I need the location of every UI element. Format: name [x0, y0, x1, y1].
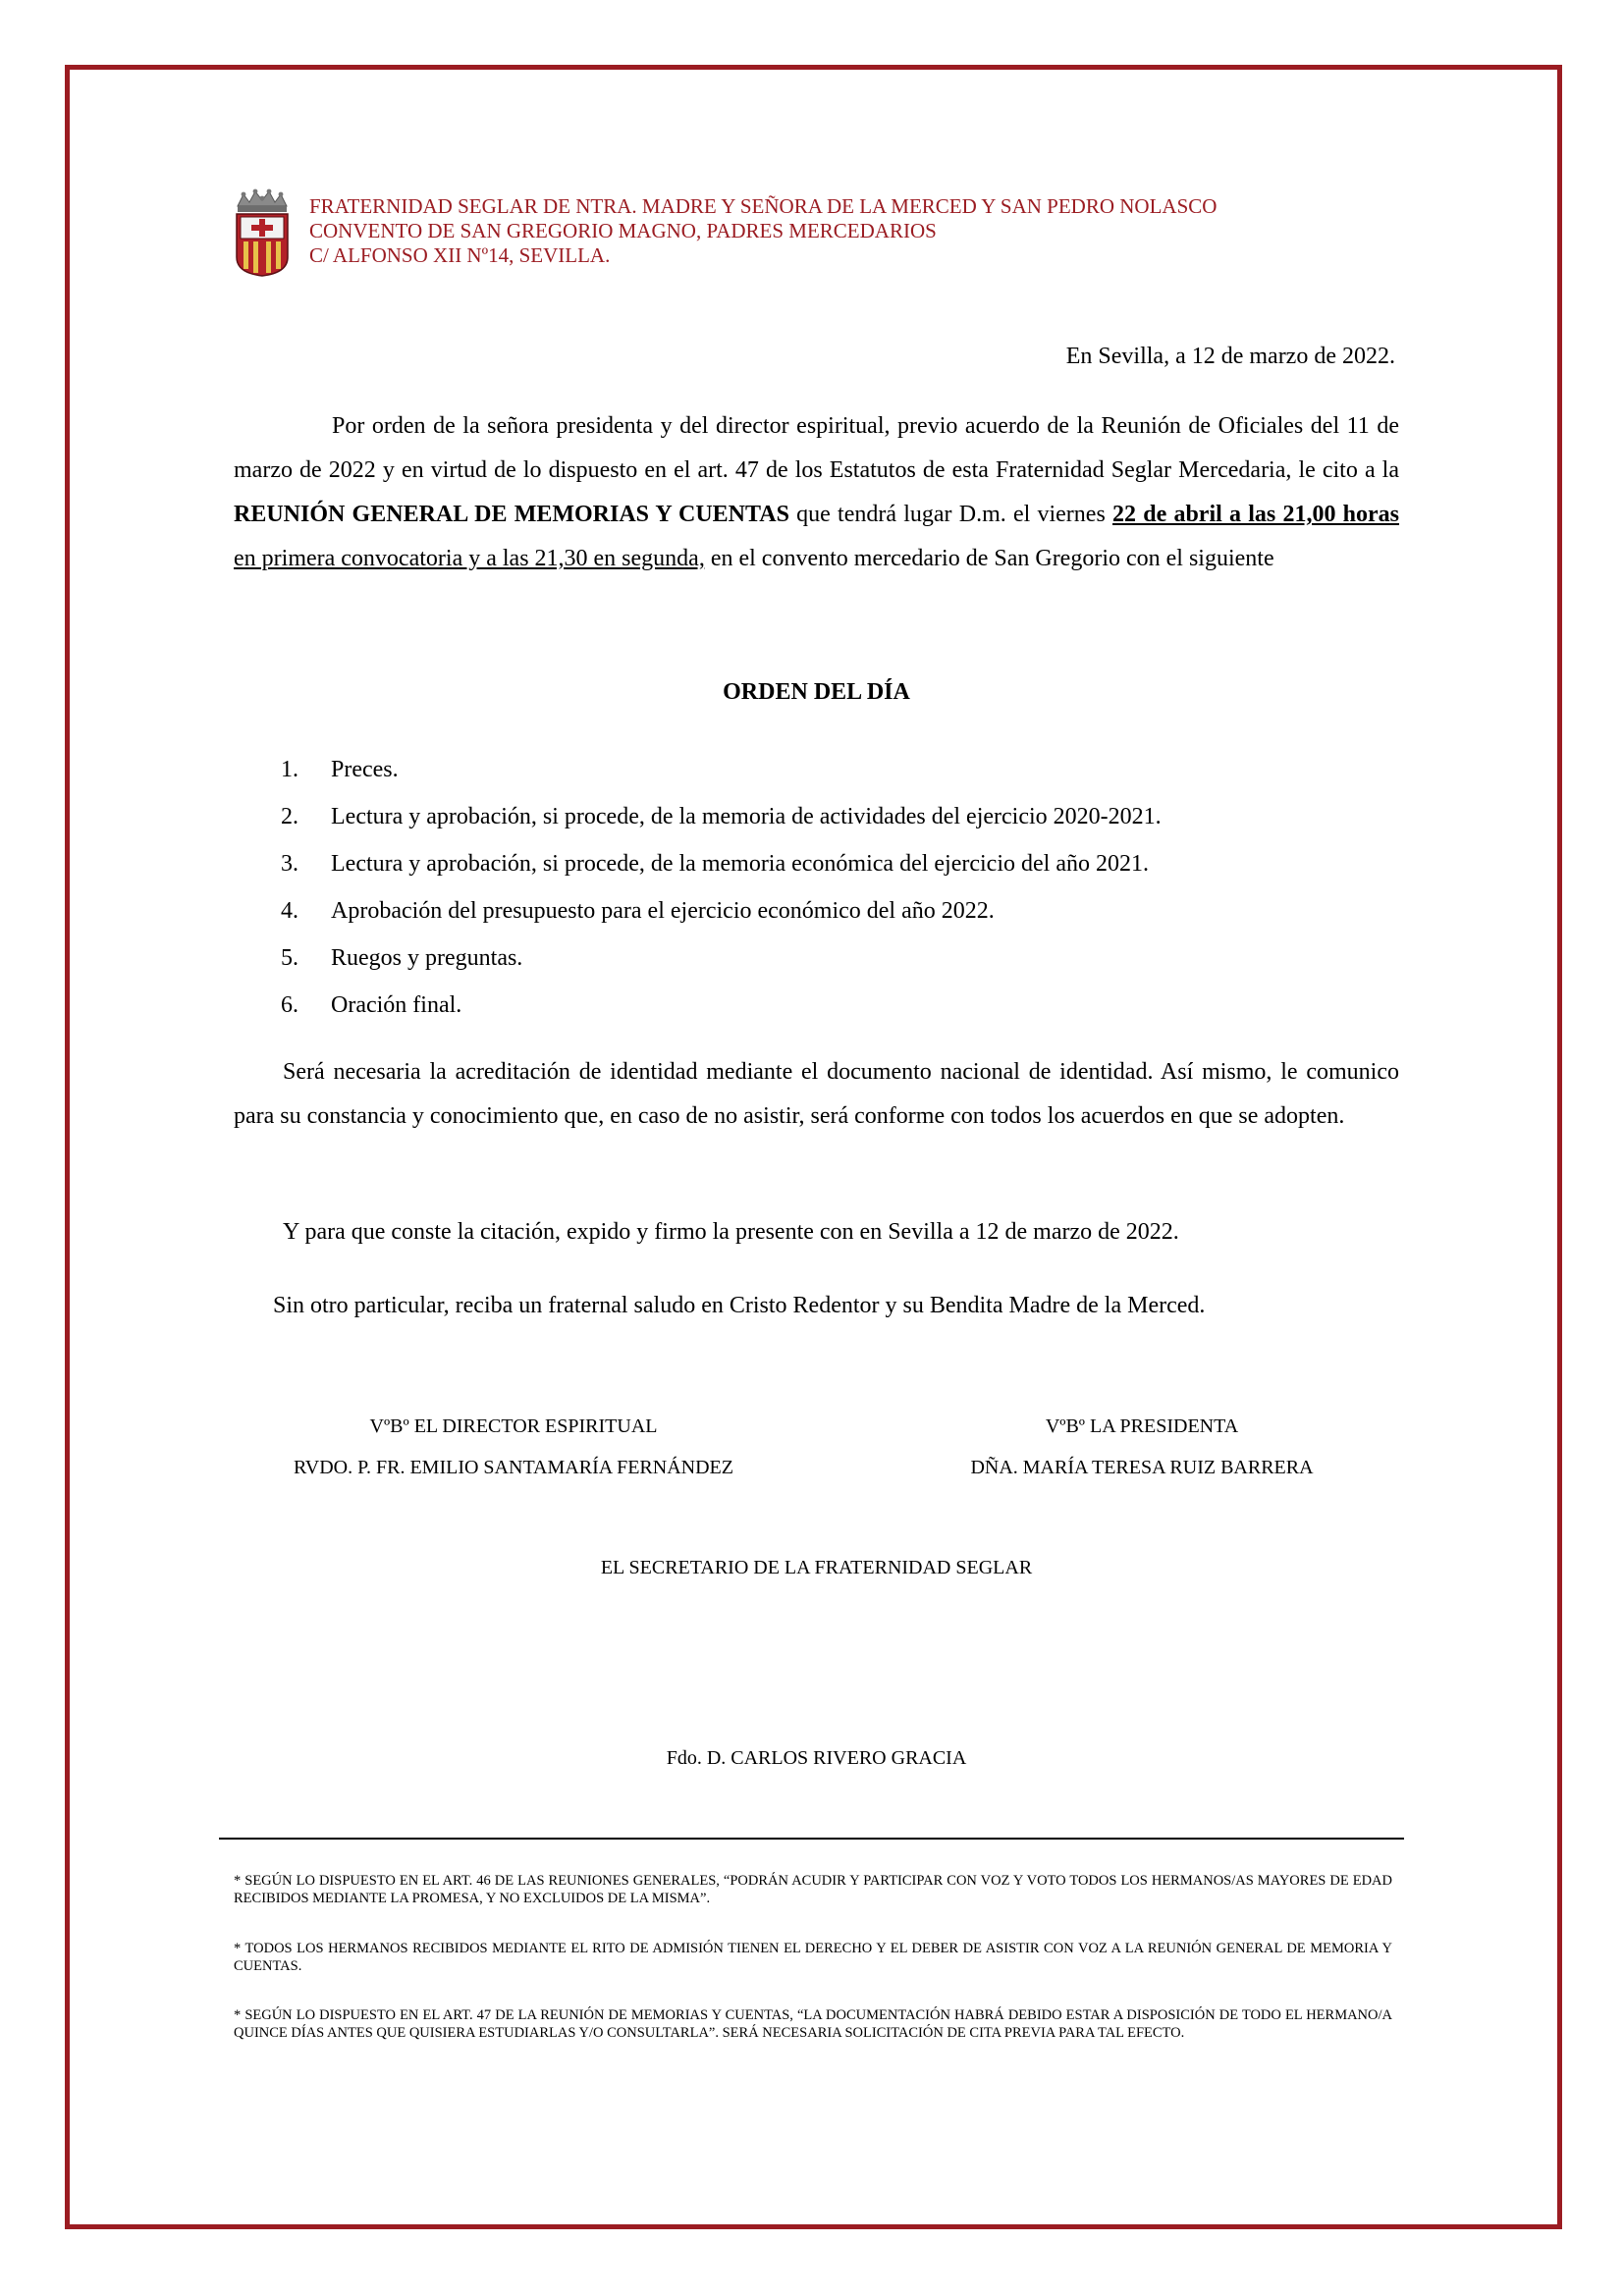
footnote-1: * SEGÚN LO DISPUESTO EN EL ART. 46 DE LAS REUNIONES GENERALES, “PODRÁN ACUDIR Y PARTICIPAR CON VOZ Y VOTO TODOS LOS HERMANOS/AS MAYORES DE EDAD RECIBIDOS MEDIANTE LA PROMESA, Y NO EXCLUIDOS DE LA MISMA”. [234, 1873, 1392, 1906]
list-item-number: 5. [281, 945, 298, 971]
list-item-text: Aprobación del presupuesto para el ejercicio económico del año 2022. [331, 898, 995, 924]
intro-paragraph [234, 404, 1399, 581]
list-item [234, 982, 1399, 1029]
footnote-divider [219, 1838, 1404, 1840]
secretary-title: EL SECRETARIO DE LA FRATERNIDAD SEGLAR [600, 1557, 1033, 1578]
letterhead-line-2: CONVENTO DE SAN GREGORIO MAGNO, PADRES MERCEDARIOS [309, 219, 937, 242]
letterhead-line-1: FRATERNIDAD SEGLAR DE NTRA. MADRE Y SEÑORA DE LA MERCED Y SAN PEDRO NOLASCO [309, 194, 1218, 218]
director-name: RVDO. P. FR. EMILIO SANTAMARÍA FERNÁNDEZ [294, 1457, 733, 1478]
meeting-convocation: en primera convocatoria y a las 21,30 en segunda, [234, 546, 705, 571]
intro-text-1: Por orden de la señora presidenta y del director espiritual, previo acuerdo de la Reunión de Oficiales del 11 de marzo de 2022 y en virtud de lo dispuesto en el art. 47 de los Estatutos de esta Fraternidad Seglar Mercedaria, le cito a la [234, 413, 1399, 483]
list-item [234, 887, 1399, 934]
agenda-list [234, 746, 1399, 1029]
list-item-number: 2. [281, 804, 298, 829]
list-item-number: 4. [281, 898, 298, 924]
date-line: En Sevilla, a 12 de marzo de 2022. [1065, 344, 1395, 369]
intro-text-3: en el convento mercedario de San Gregorio con el siguiente [704, 546, 1274, 571]
citation-paragraph: Y para que conste la citación, expido y firmo la presente con en Sevilla a 12 de marzo de 2022. [283, 1219, 1179, 1245]
director-signature-block [263, 1406, 764, 1488]
list-item [234, 746, 1399, 793]
list-item [234, 840, 1399, 887]
list-item-number: 1. [281, 757, 298, 782]
list-item-text: Preces. [331, 757, 399, 782]
identity-paragraph: Será necesaria la acreditación de identidad mediante el documento nacional de identidad. Así mismo, le comunico para su constancia y conocimiento que, en caso de no asistir, será conforme con todos los acuerdos en que se adopten. [234, 1059, 1399, 1129]
list-item-number: 6. [281, 992, 298, 1018]
letterhead-line-3: C/ ALFONSO XII Nº14, SEVILLA. [309, 243, 611, 267]
meeting-name: REUNIÓN GENERAL DE MEMORIAS Y CUENTAS [234, 502, 789, 527]
letterhead [234, 188, 1412, 287]
agenda-title: ORDEN DEL DÍA [723, 679, 910, 705]
list-item-text: Oración final. [331, 992, 462, 1018]
meeting-date: 22 de abril a las 21,00 horas [1112, 502, 1400, 527]
intro-text-2: que tendrá lugar D.m. el viernes [788, 502, 1113, 527]
list-item-text: Ruegos y preguntas. [331, 945, 523, 971]
president-name: DÑA. MARÍA TERESA RUIZ BARRERA [970, 1457, 1314, 1478]
list-item-text: Lectura y aprobación, si procede, de la memoria de actividades del ejercicio 2020-2021. [331, 804, 1162, 829]
list-item [234, 934, 1399, 982]
footnote-3: * SEGÚN LO DISPUESTO EN EL ART. 47 DE LA REUNIÓN DE MEMORIAS Y CUENTAS, “LA DOCUMENTACIÓN HABRÁ DEBIDO ESTAR A DISPOSICIÓN DE TODO EL HERMANO/A QUINCE DÍAS ANTES QUE QUISIERA ESTUDIARLAS Y/O CONSULTARLA”. SERÁ NECESARIA SOLICITACIÓN DE CITA PREVIA PARA TAL EFECTO. [234, 2007, 1392, 2041]
director-title: VºBº EL DIRECTOR ESPIRITUAL [369, 1415, 658, 1437]
list-item [234, 793, 1399, 840]
president-signature-block [862, 1406, 1422, 1488]
footnote-2: * TODOS LOS HERMANOS RECIBIDOS MEDIANTE EL RITO DE ADMISIÓN TIENEN EL DERECHO Y EL DEBER DE ASISTIR CON VOZ A LA REUNIÓN GENERAL DE MEMORIA Y CUENTAS. [234, 1941, 1392, 1974]
mercedarian-crest-icon [234, 188, 291, 277]
list-item-text: Lectura y aprobación, si procede, de la memoria económica del ejercicio del año 2021. [331, 851, 1149, 877]
closing-paragraph: Sin otro particular, reciba un fraternal saludo en Cristo Redentor y su Bendita Madre de la Merced. [273, 1293, 1206, 1318]
secretary-signed: Fdo. D. CARLOS RIVERO GRACIA [666, 1747, 967, 1769]
list-item-number: 3. [281, 851, 298, 877]
president-title: VºBº LA PRESIDENTA [1045, 1415, 1239, 1437]
